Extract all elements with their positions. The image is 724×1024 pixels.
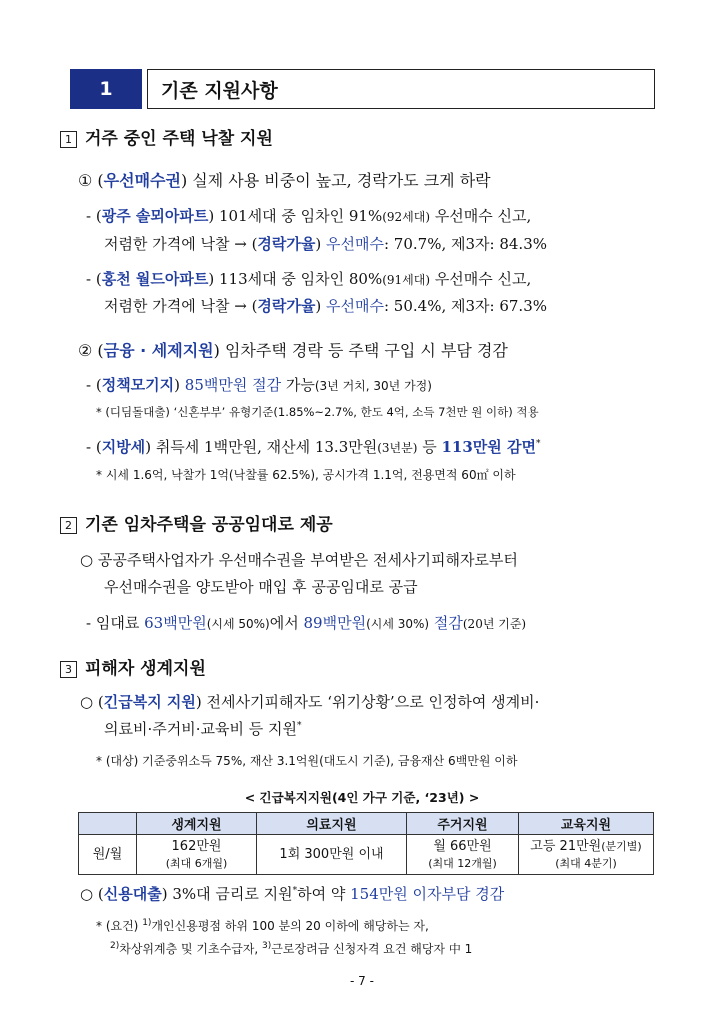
row-label: 원/월: [79, 835, 137, 875]
dash: -: [86, 376, 92, 394]
cell-living: [137, 835, 257, 875]
s1-bullet-3: - (정책모기지) 85백만원 절감 가능(3년 거치, 30년 가정): [86, 376, 432, 394]
s1-point-1: ① (우선매수권) 실제 사용 비중이 높고, 경락가도 크게 하락: [78, 171, 491, 190]
s1-note-4: * 시세 1.6억, 낙찰가 1억(낙찰률 62.5%), 공시가격 1.1억, 전용면적 60㎡ 이하: [96, 468, 516, 482]
subsection-1-heading: [60, 124, 273, 149]
s1-bullet-4: - (지방세) 취득세 1백만원, 재산세 13.3만원(3년분) 등 113만원 감면*: [86, 438, 541, 456]
bullet-highlight-2: 89백만원: [303, 614, 367, 632]
note-sup: 3): [262, 941, 272, 951]
bullet-rates: : 70.7%, 제3자: 84.3%: [383, 235, 547, 253]
point-tag: 우선매수권: [103, 171, 181, 190]
cell-value: 고등 21만원: [530, 838, 602, 854]
table-header-education: 교육지원: [519, 813, 654, 835]
point-text: 3%대 금리로 지원: [172, 885, 293, 903]
bullet-tag: 지방세: [101, 438, 146, 456]
point-marker: ○: [80, 885, 94, 903]
page-number: - 7 -: [350, 974, 374, 988]
point-text: 실제 사용 비중이 높고, 경락가도 크게 하락: [192, 171, 491, 190]
s3-note-1: * (대상) 기준중위소득 75%, 재산 3.1억원(대도시 기준), 금융재산 6백만원 이하: [96, 754, 518, 768]
cell-sub: (최대 12개월): [428, 856, 497, 870]
s2-point-1-line-2: 우선매수권을 양도받아 매입 후 공공임대로 공급: [104, 578, 418, 596]
subsection-3-number: 3: [60, 661, 77, 678]
s3-note-2-line-2: [110, 940, 472, 957]
table-caption: < 긴급복지지원(4인 가구 기준, ‘23년) >: [244, 790, 480, 805]
s1-bullet-2-line-1: - (홍천 월드아파트) 113세대 중 임차인 80%(91세대) 우선매수 신고,: [86, 270, 532, 288]
point-text: 공공주택사업자가 우선매수권을 부여받은 전세사기피해자로부터: [97, 551, 518, 569]
point-marker: ②: [78, 341, 93, 360]
point-tag: 금융 · 세제지원: [103, 341, 214, 360]
bullet-tag: 경락가율: [257, 297, 316, 315]
cell-housing: [407, 835, 519, 875]
section-title-text: 기존 지원사항: [161, 79, 278, 102]
cell-sub: (최대 6개월): [165, 856, 228, 870]
bullet-rates: : 50.4%, 제3자: 67.3%: [383, 297, 547, 315]
bullet-sub: (92세대): [382, 210, 431, 224]
bullet-buy: 우선매수: [326, 297, 384, 315]
point-text: 전세사기피해자도 ‘위기상황’으로 인정하여 생계비·: [206, 693, 540, 711]
note-sup: 2): [110, 941, 120, 951]
point-marker: ①: [78, 171, 93, 190]
bullet-sub: (91세대): [382, 273, 431, 287]
bullet-highlight-3: 절감: [433, 614, 463, 632]
bullet-highlight-1: 63백만원: [144, 614, 207, 632]
bullet-text-2: 등: [422, 438, 437, 456]
bullet-text: 113세대 중 임차인 80%: [218, 270, 383, 288]
subsection-2-title: 기존 임차주택을 공공임대로 제공: [85, 515, 333, 535]
section-number: 1: [70, 69, 142, 109]
s2-bullet-1: [86, 612, 526, 633]
subsection-2-heading: [60, 510, 333, 535]
subsection-1-number: 1: [60, 131, 77, 148]
bullet-name: 광주 솔뫼아파트: [101, 207, 209, 225]
emergency-welfare-table: [78, 812, 654, 875]
table-header-housing: 주거지원: [407, 813, 519, 835]
table-row: [79, 835, 654, 875]
footnote-star: *: [296, 721, 302, 731]
cell-value: 월 66만원: [433, 838, 492, 854]
s1-bullet-1-line-1: - (광주 솔뫼아파트) 101세대 중 임차인 91%(92세대) 우선매수 신고,: [86, 207, 532, 225]
note-text-2: 근로장려금 신청자격 요건 해당자 中 1: [271, 942, 473, 956]
subsection-2-number: 2: [60, 517, 77, 534]
bullet-sub-2: (시세 30%): [366, 617, 430, 631]
point-marker: ○: [80, 551, 94, 569]
point-text-2: 의료비·주거비·교육비 등 지원: [104, 720, 297, 738]
bullet-text: 저렴한 가격에 낙찰 →: [104, 235, 247, 253]
section-title: [147, 69, 655, 109]
s3-note-2-line-1: [96, 917, 429, 934]
point-text-2: 하여 약: [297, 885, 346, 903]
footnote-star: *: [535, 439, 541, 449]
s1-point-2: ② (금융 · 세제지원) 임차주택 경락 등 주택 구입 시 부담 경감: [78, 341, 508, 360]
footnote-star: *: [292, 886, 298, 896]
point-tag: 긴급복지 지원: [103, 693, 196, 711]
point-highlight: 154만원 이자부담 경감: [350, 885, 505, 903]
cell-value-sub: (분기별): [601, 839, 642, 853]
bullet-text: 101세대 중 임차인 91%: [218, 207, 383, 225]
table-header-living: 생계지원: [137, 813, 257, 835]
table-header-medical: 의료지원: [257, 813, 407, 835]
cell-education: [519, 835, 654, 875]
bullet-text-2: 우선매수 신고,: [434, 207, 532, 225]
bullet-sub: (3년 거치, 30년 가정): [314, 379, 432, 393]
s1-bullet-1-line-2: 저렴한 가격에 낙찰 → (경락가율) 우선매수: 70.7%, 제3자: 84.3%: [104, 235, 547, 253]
s3-point-1-line-2: [104, 718, 301, 739]
subsection-3-heading: [60, 654, 206, 679]
bullet-sub: (3년분): [377, 441, 418, 455]
bullet-text: 가능: [285, 376, 315, 394]
s1-bullet-2-line-2: 저렴한 가격에 낙찰 → (경락가율) 우선매수: 50.4%, 제3자: 67.3%: [104, 297, 547, 315]
table-header-row: [79, 813, 654, 835]
bullet-highlight: 113만원 감면: [441, 438, 536, 456]
bullet-tag: 경락가율: [257, 235, 316, 253]
bullet-name: 홍천 월드아파트: [101, 270, 209, 288]
subsection-1-title: 거주 중인 주택 낙찰 지원: [85, 129, 273, 149]
table-header-empty: [79, 813, 137, 835]
bullet-text-2: 우선매수 신고,: [434, 270, 532, 288]
bullet-text: 임대료: [95, 614, 140, 632]
point-tag: 신용대출: [103, 885, 162, 903]
cell-value: 162만원: [171, 838, 222, 854]
note-text: 개인신용평점 하위 100 분의 20 이하에 해당하는 자,: [151, 919, 429, 933]
s1-note-3: * (디딤돌대출) ‘신혼부부’ 유형기준(1.85%~2.7%, 한도 4억, 소득 7천만 원 이하) 적용: [96, 405, 539, 419]
subsection-3-title: 피해자 생계지원: [85, 659, 206, 679]
note-label: * (요건): [96, 919, 139, 933]
note-text: 차상위계층 및 기초수급자,: [119, 942, 259, 956]
dash: -: [86, 270, 92, 288]
bullet-text: 취득세 1백만원, 재산세 13.3만원: [155, 438, 378, 456]
bullet-buy: 우선매수: [326, 235, 384, 253]
dash: -: [86, 438, 92, 456]
bullet-sub-3: (20년 기준): [462, 617, 527, 631]
cell-medical: 1회 300만원 이내: [257, 835, 407, 875]
s3-point-2: ○ (신용대출) 3%대 금리로 지원*하여 약 154만원 이자부담 경감: [80, 885, 505, 903]
note-sup: 1): [142, 918, 152, 928]
bullet-highlight: 85백만원 절감: [184, 376, 282, 394]
cell-sub: (최대 4분기): [555, 856, 617, 870]
s2-point-1-line-1: [80, 549, 518, 570]
dash: -: [86, 614, 92, 632]
point-text: 임차주택 경락 등 주택 구입 시 부담 경감: [224, 341, 508, 360]
bullet-sub-1: (시세 50%): [206, 617, 270, 631]
dash: -: [86, 207, 92, 225]
point-marker: ○: [80, 693, 94, 711]
bullet-text: 저렴한 가격에 낙찰 →: [104, 297, 247, 315]
s3-point-1-line-1: ○ (긴급복지 지원) 전세사기피해자도 ‘위기상황’으로 인정하여 생계비·: [80, 693, 540, 711]
bullet-text-2: 에서: [269, 614, 299, 632]
bullet-tag: 정책모기지: [101, 376, 175, 394]
